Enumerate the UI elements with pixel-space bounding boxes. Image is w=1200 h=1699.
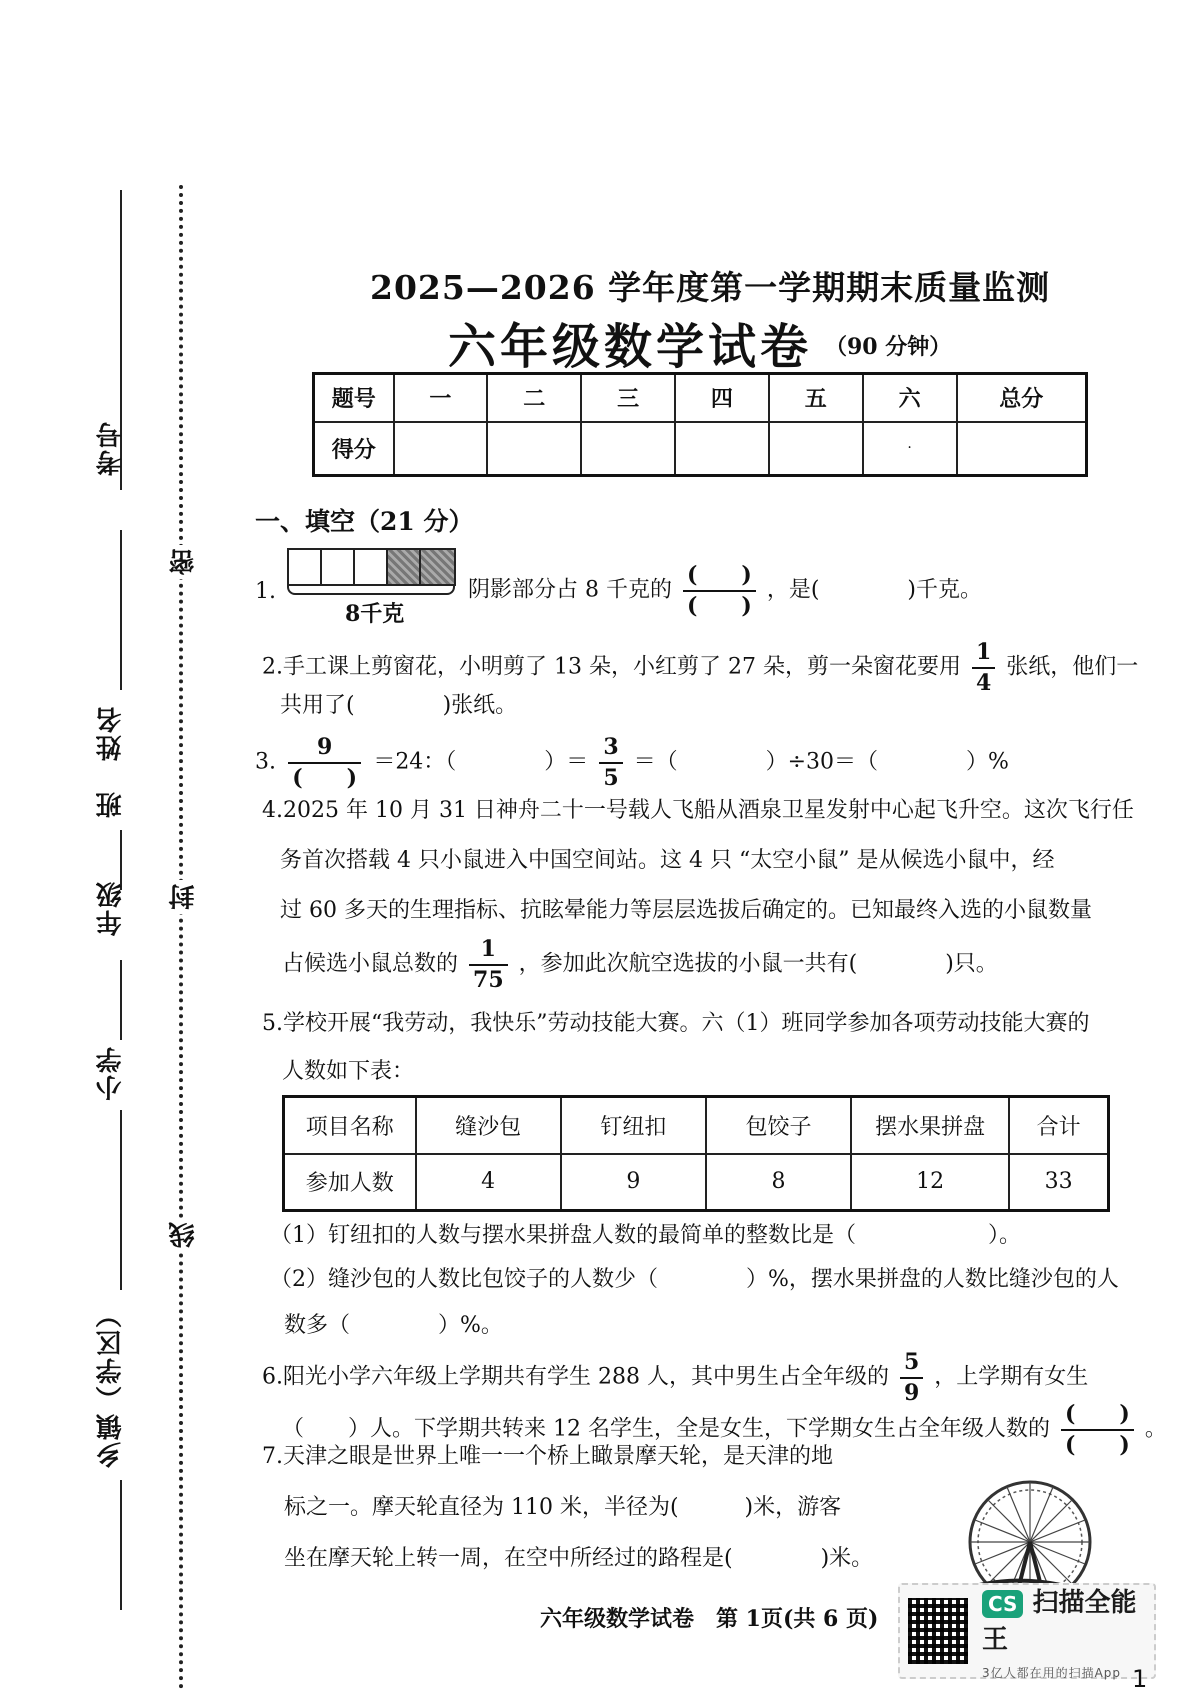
binding-dotted-line <box>179 185 183 1690</box>
q3-fraction-1[interactable] <box>287 733 362 792</box>
frac-denominator: ( ) <box>1061 1429 1134 1460</box>
paper-title: 六年级数学试卷 <box>448 319 813 375</box>
frac-numerator: 1 <box>975 639 992 665</box>
page-number: 1 <box>1132 1665 1148 1693</box>
name-label: 姓名 <box>96 705 126 761</box>
q3-line <box>255 733 1009 792</box>
q2-line2: 共用了( )张纸。 <box>280 693 518 718</box>
labor-cell: 12 <box>851 1154 1009 1211</box>
seal-mi: 密 <box>165 545 202 579</box>
q6-fraction <box>900 1348 923 1407</box>
score-cell: 总分 <box>957 374 1087 422</box>
q1-brace <box>287 585 455 595</box>
score-table-score-row <box>314 422 1087 476</box>
exam-title: 2025—2026 学年度第一学期期末质量监测 <box>370 268 1051 307</box>
q6-text-b: ，上学期有女生 <box>934 1364 1089 1390</box>
grade-label: 年级 <box>96 880 126 936</box>
q6-line1 <box>262 1348 1088 1407</box>
watermark-name: 扫描全能王 <box>981 1587 1137 1655</box>
q1-text-a: 阴影部分占 8 千克的 <box>468 577 672 603</box>
class-label: 班 <box>96 790 126 818</box>
q3-number: 3. <box>255 749 276 775</box>
exam-no-label: 考号 <box>96 420 126 476</box>
score-cell: 四 <box>675 374 769 422</box>
frac-denominator: 5 <box>599 762 622 793</box>
labor-table <box>282 1095 1110 1212</box>
q5-line2: 人数如下表： <box>282 1059 415 1084</box>
bar-cell <box>355 550 388 584</box>
section-heading: 一、填空（21 分） <box>255 507 474 536</box>
frac-denominator: 4 <box>972 667 995 698</box>
labor-cell: 33 <box>1009 1154 1108 1211</box>
seal-feng: 封 <box>165 880 202 914</box>
duration: （90 分钟） <box>825 334 952 360</box>
score-cell: 三 <box>581 374 675 422</box>
score-input-cell[interactable] <box>394 422 488 476</box>
score-input-cell[interactable] <box>675 422 769 476</box>
labor-header-cell: 包饺子 <box>706 1097 851 1154</box>
q2-text-b: 张纸，他们一 <box>1006 654 1139 680</box>
labor-header-cell: 合计 <box>1009 1097 1108 1154</box>
q5-line1: 5.学校开展“我劳动，我快乐”劳动技能大赛。六（1）班同学参加各项劳动技能大赛的 <box>262 1011 1090 1036</box>
qr-code-icon <box>908 1598 968 1664</box>
town-label: 乡镇（学区） <box>96 1300 126 1468</box>
score-input-cell[interactable]: · <box>863 422 957 476</box>
watermark-brand <box>982 1582 1146 1681</box>
frac-numerator: ( ) <box>1064 1401 1130 1427</box>
frac-numerator: ( ) <box>686 562 752 588</box>
q4-line3: 过 60 多天的生理指标、抗眩晕能力等层层选拔后确定的。已知最终入选的小鼠数量 <box>280 898 1092 923</box>
bar-cell <box>289 550 322 584</box>
q3-fraction-2 <box>599 733 622 792</box>
score-row-label: 得分 <box>314 422 394 476</box>
labor-header-cell: 缝沙包 <box>416 1097 561 1154</box>
labor-cell: 4 <box>416 1154 561 1211</box>
q1-fraction-blank[interactable] <box>683 561 756 620</box>
frac-numerator: 9 <box>317 734 333 760</box>
q4-line4 <box>282 935 998 994</box>
bar-cell <box>322 550 355 584</box>
score-input-cell[interactable] <box>769 422 863 476</box>
q6-text-end: 。 <box>1144 1416 1167 1442</box>
labor-header-cell: 摆水果拼盘 <box>851 1097 1009 1154</box>
q1-text <box>468 561 982 620</box>
labor-header-cell: 钉纽扣 <box>561 1097 706 1154</box>
q5-sub1: （1）钉纽扣的人数与摆水果拼盘人数的最简单的整数比是（ ）。 <box>270 1223 1021 1248</box>
frac-numerator: 5 <box>903 1349 920 1375</box>
cs-logo-icon: CS <box>982 1590 1023 1618</box>
frac-denominator: ( ) <box>683 590 756 621</box>
labor-table-header <box>284 1097 1109 1154</box>
labor-table-row <box>284 1154 1109 1211</box>
q6-fraction-blank[interactable] <box>1061 1400 1134 1459</box>
q4-line1: 4.2025 年 10 月 31 日神舟二十一号载人飞船从酒泉卫星发射中心起飞升空。这次飞行任 <box>262 798 1134 823</box>
labor-cell: 9 <box>561 1154 706 1211</box>
q6-text-a: 6.阳光小学六年级上学期共有学生 288 人，其中男生占全年级的 <box>262 1364 889 1390</box>
page-footer: 六年级数学试卷 第 1页(共 6 页) <box>540 1606 879 1632</box>
q2-text-a: 2.手工课上剪窗花，小明剪了 13 朵，小红剪了 27 朵，剪一朵窗花要用 <box>262 654 961 680</box>
q7-line1: 7.天津之眼是世界上唯一一个桥上瞰景摩天轮，是天津的地 <box>262 1444 833 1469</box>
q7-line2: 标之一。摩天轮直径为 110 米，半径为( )米，游客 <box>284 1495 842 1520</box>
name-line <box>120 530 122 690</box>
score-input-cell[interactable] <box>487 422 581 476</box>
frac-denominator: 75 <box>469 964 508 995</box>
score-input-cell[interactable] <box>581 422 675 476</box>
scanner-watermark <box>898 1583 1156 1679</box>
frac-numerator: 3 <box>603 734 619 760</box>
labor-cell: 参加人数 <box>284 1154 416 1211</box>
frac-denominator: 9 <box>900 1377 923 1408</box>
score-input-cell[interactable] <box>957 422 1087 476</box>
score-cell: 二 <box>487 374 581 422</box>
school-line <box>120 960 122 1040</box>
seal-xian: 线 <box>165 1218 202 1252</box>
q4-text-b: ，参加此次航空选拔的小鼠一共有( )只。 <box>518 951 998 977</box>
frac-denominator: ( ) <box>288 762 361 793</box>
labor-cell: 8 <box>706 1154 851 1211</box>
score-cell: 一 <box>394 374 488 422</box>
watermark-tagline: 3亿人都在用的扫描App <box>981 1665 1122 1680</box>
q1-text-b: ，是( )千克。 <box>766 577 983 603</box>
q2-line1 <box>262 638 1138 697</box>
q1-bar-diagram <box>287 548 456 586</box>
score-cell: 五 <box>769 374 863 422</box>
q6-text-c: （ ）人。下学期共转来 12 名学生，全是女生，下学期女生占全年级人数的 <box>282 1416 1050 1442</box>
q4-line2: 务首次搭载 4 只小鼠进入中国空间站。这 4 只 “太空小鼠” 是从候选小鼠中，经 <box>280 848 1055 873</box>
score-cell: 六 <box>863 374 957 422</box>
q1-number: 1. <box>255 579 276 604</box>
q5-sub2-line1: （2）缝沙包的人数比包饺子的人数少（ ）%，摆水果拼盘的人数比缝沙包的人 <box>270 1267 1119 1292</box>
score-table <box>312 372 1088 477</box>
q3-text-a: ＝24：（ ）＝ <box>373 749 589 775</box>
q4-fraction <box>469 935 508 994</box>
q1-bar-label: 8千克 <box>345 601 405 627</box>
school-label: 小学 <box>96 1045 126 1101</box>
bottom-line <box>120 1480 122 1610</box>
score-cell: 题号 <box>314 374 394 422</box>
q7-line3: 坐在摩天轮上转一周，在空中所经过的路程是( )米。 <box>284 1546 874 1571</box>
q2-fraction <box>972 638 995 697</box>
labor-header-cell: 项目名称 <box>284 1097 416 1154</box>
bar-cell-shaded <box>388 550 421 584</box>
q5-sub2-line2: 数多（ ）%。 <box>284 1313 503 1338</box>
q3-text-b: ＝（ ）÷30＝（ ）% <box>633 749 1009 775</box>
frac-numerator: 1 <box>480 936 496 962</box>
q4-text-a: 占候选小鼠总数的 <box>282 951 459 977</box>
bar-cell-shaded <box>421 550 454 584</box>
score-table-header-row <box>314 374 1087 422</box>
town-line <box>120 1110 122 1290</box>
